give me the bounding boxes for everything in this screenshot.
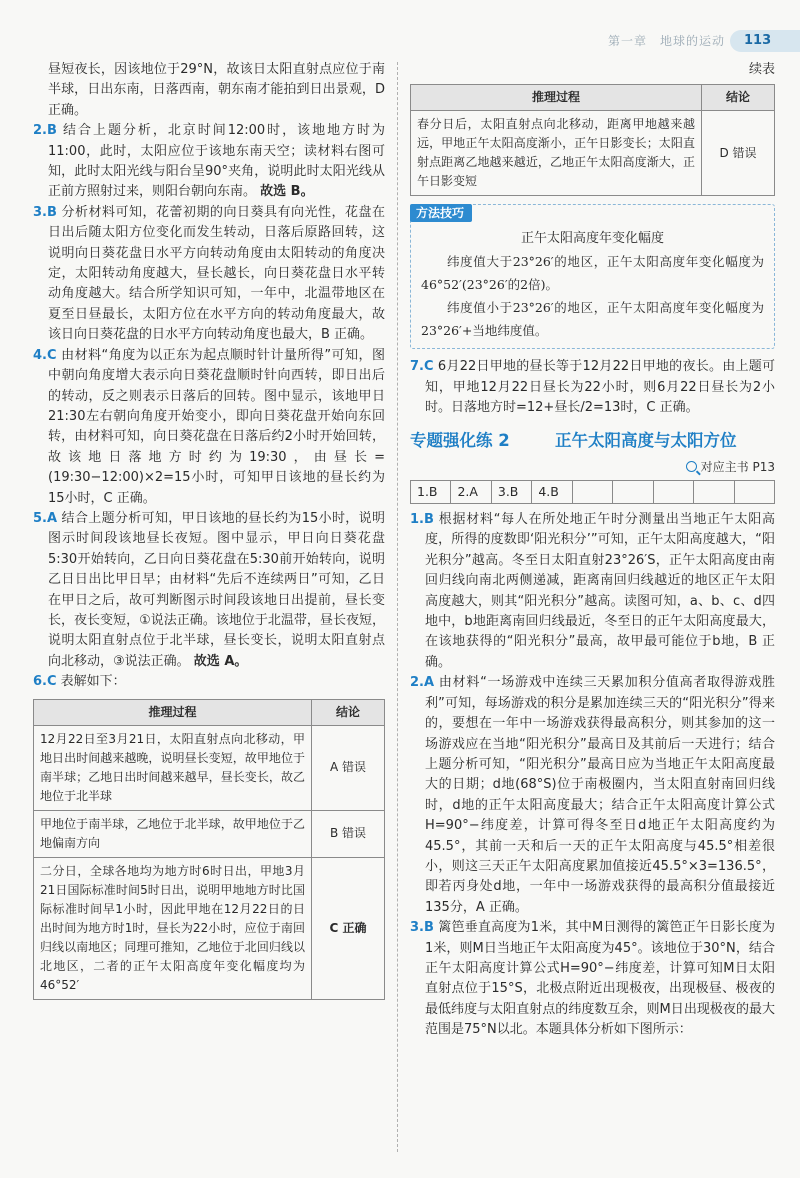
chapter-title: 第一章 地球的运动 xyxy=(607,34,725,48)
answer-conclusion: 故选 A。 xyxy=(193,653,248,669)
reasoning-table xyxy=(33,699,385,1000)
answer-item-3b xyxy=(410,918,775,1040)
answer-number: 6.C xyxy=(33,674,57,690)
answer-key-cell: 2.A xyxy=(451,481,491,503)
table-header-row xyxy=(34,699,385,725)
answer-number: 3.B xyxy=(33,204,57,220)
table-cell: A 错误 xyxy=(312,725,385,810)
answer-text: 结合上题分析，北京时间12:00时，该地地方时为11:00，此时，太阳应位于该地东南天空；读材料右图可知，此时太阳光线与阳台呈90°夹角，说明此时太阳光线从正前方照射过来，则阳台朝向东南。 xyxy=(48,123,385,200)
answer-number: 1.B xyxy=(410,512,434,528)
answer-number: 7.C xyxy=(410,359,434,375)
answer-item-2 xyxy=(33,121,385,203)
table-row xyxy=(34,810,385,857)
answer-item-6 xyxy=(33,672,385,692)
method-tip-title: 正午太阳高度年变化幅度 xyxy=(520,231,664,247)
reasoning-table-continued xyxy=(410,84,775,196)
paragraph: 昼短夜长，因该地位于29°N，故该日太阳直射点应位于南半球，日出东南，日落西南，朝东南才能拍到日出景观，D 正确。 xyxy=(48,62,385,118)
answer-key-cell: 3.B xyxy=(492,481,532,503)
answer-item-5 xyxy=(33,509,385,672)
answer-item-1 xyxy=(410,510,775,673)
answer-text: 根据材料“每人在所处地正午时分测量出当地正午太阳高度，所得的度数即‘阳光积分’”可知，正午太阳高度越大，“阳光积分”越高。冬至日太阳直射23°26′S，正午太阳高度由南回归线向南北两侧递减，距离南回归线越近的地区正午太阳高度越大，则其“阳光积分”越高。读图可知，a、b、c、d四地中，b地距离南回归线最近，冬至日的正午太阳高度最大，在该地获得的“阳光积分”最高，故甲最可能位于b地，B 正确。 xyxy=(425,512,775,670)
page-number: 113 xyxy=(730,30,800,52)
table-cell: 甲地位于南半球，乙地位于北半球，故甲地位于乙地偏南方向 xyxy=(34,810,312,857)
answer-number: 5.A xyxy=(33,510,58,526)
search-icon xyxy=(686,461,697,472)
answer-key-cell xyxy=(694,481,734,503)
section-subtitle: 正午太阳高度与太阳方位 xyxy=(555,430,737,450)
answer-number: 4.C xyxy=(33,347,57,363)
right-column xyxy=(410,60,775,1041)
answer-text: 分析材料可知，花蕾初期的向日葵具有向光性，花盘在日出后随太阳方位变化而发生转动，日落后原路回转，这说明向日葵花盘日水平方向转动角度由太阳转动的角度决定，太阳转动角度越大，昼长越长，向日葵花盘日水平转动角度越大。结合所学知识可知，一年中，北温带地区在夏至日昼最长，太阳方位在水平方向的转动角度最大，故该日向日葵花盘的日水平方向转动角度也最大，B 正确。 xyxy=(48,204,385,343)
answer-conclusion: 故选 B。 xyxy=(260,184,314,200)
table-header: 推理过程 xyxy=(34,699,312,725)
answer-item-2b xyxy=(410,673,775,918)
section-heading xyxy=(410,429,775,455)
table-header-row xyxy=(411,85,775,111)
answer-text: 由材料“角度为以正东为起点顺时针计量所得”可知，图中朝向角度增大表示向日葵花盘顺时针向西转，即日出后的转动，反之则表示日落后的回转。图中显示，该地甲日21:30左右朝向角度开始变小，即向日葵花盘开始向东回转，由材料可知，向日葵花盘在日落后约2小时开始回转，故该地日落地方时约为19:30，由昼长=(19:30−12:00)×2=15小时，可知甲日该地的昼长约为15小时，C 正确。 xyxy=(48,347,385,506)
answer-key-cell xyxy=(654,481,694,503)
column-divider xyxy=(397,62,398,1152)
answer-number: 2.A xyxy=(410,675,435,691)
table-header: 结论 xyxy=(702,85,775,111)
answer-number: 2.B xyxy=(33,123,57,139)
table-cell: D 错误 xyxy=(702,111,775,196)
table-row xyxy=(411,111,775,196)
answer-key-cell: 1.B xyxy=(411,481,451,503)
answer-text: 结合上题分析可知，甲日该地的昼长约为15小时，说明图示时间段该地昼长夜短。图中显示，甲日向日葵花盘5:30开始转向，乙日向日葵花盘在5:30前开始转向，说明乙日日出比甲日早；由材料“先后不连续两日”可知，乙日在甲日之后，故可判断图示时间段该地日出提前，昼长变长，夜长变短，①说法正确。该地位于北温带，昼长夜短，说明太阳直射点位于北半球，昼长变长，说明太阳直射点向北移动，③说法正确。 xyxy=(48,510,385,669)
table-cell: 春分日后，太阳直射点向北移动，距离甲地越来越远，甲地正午太阳高度渐小，正午日影变长；太阳直射点距离乙地越来越近，乙地正午太阳高度渐大，正午日影变短 xyxy=(411,111,702,196)
table-cell: 12月22日至3月21日，太阳直射点向北移动，甲地日出时间越来越晚，说明昼长变短，故甲地位于南半球；乙地日出时间越来越早，昼长变长，故乙地位于北半球 xyxy=(34,725,312,810)
answer-item-4 xyxy=(33,346,385,509)
answer-key-row xyxy=(410,480,775,504)
table-cell: B 错误 xyxy=(312,810,385,857)
answer-item-3 xyxy=(33,203,385,346)
method-tip-badge: 方法技巧 xyxy=(410,204,472,222)
answer-key-cell xyxy=(735,481,774,503)
answer-key-cell: 4.B xyxy=(532,481,572,503)
table-row xyxy=(34,857,385,999)
answer-key-cell xyxy=(573,481,613,503)
table-cell: 二分日，全球各地均为地方时6时日出，甲地3月21日国际标准时间5时日出，说明甲地地方时比国际标准时间早1小时，因此甲地在12月22日的日出时间为地方时1时，昼长为22小时，应位于南回归线以南地区；同理可推知，乙地位于北回归线以北地区，二者的正午太阳高度年变化幅度均为46°52′ xyxy=(34,857,312,999)
method-tip-box xyxy=(410,204,775,349)
table-continued-label: 续表 xyxy=(748,62,775,77)
table-row xyxy=(34,725,385,810)
answer-text: 表解如下： xyxy=(60,674,126,690)
table-header: 推理过程 xyxy=(411,85,702,111)
page-header xyxy=(540,30,800,52)
section-title: 专题强化练 2 xyxy=(410,430,510,450)
table-header: 结论 xyxy=(312,699,385,725)
answer-number: 3.B xyxy=(410,920,434,936)
answer-key-cell xyxy=(613,481,653,503)
left-column xyxy=(33,60,385,1008)
answer-text: 篱笆垂直高度为1米，其中M日测得的篱笆正午日影长度为1米，则M日当地正午太阳高度为45°。该地位于30°N，结合正午太阳高度计算公式H=90°−纬度差，计算可知M日太阳直射点位于15°S，北极点附近出现极夜，出现极昼、极夜的最低纬度与太阳直射点的纬度数互余，则M日出现极夜的最大范围是75°N以北。本题具体分析如下图所示： xyxy=(425,920,775,1038)
answer-item-7 xyxy=(410,357,775,418)
method-tip-line: 纬度值小于23°26′的地区，正午太阳高度年变化幅度为23°26′+当地纬度值。 xyxy=(421,300,764,339)
answer-text: 6月22日甲地的昼长等于12月22日甲地的夜长。由上题可知，甲地12月22日昼长为22小时，则6月22日昼长为2小时。日落地方时=12+昼长/2=13时，C 正确。 xyxy=(425,359,775,416)
table-cell: C 正确 xyxy=(312,857,385,999)
answer-text: 由材料“一场游戏中连续三天累加积分值高者取得游戏胜利”可知，每场游戏的积分是累加连续三天的“阳光积分”得来的，要想在一年中一场游戏获得最高积分，则其参加的这一场游戏应在当地“阳光积分”最高日及其前后一天进行；结合上题分析可知，“阳光积分”最高日应为当地正午太阳高度最大的日期；d地(68°S)位于南极圈内，当太阳直射南回归线时，d地的正午太阳高度最大；结合正午太阳高度计算公式H=90°−纬度差，计算可得冬至日d地正午太阳高度约为45.5°，其前一天和后一天的正午太阳高度与45.5°相差很小，则这三天正午太阳高度累加值接近45.5°×3=136.5°，即若丙身处d地，一年中一场游戏获得的最高积分值最接近135分，A 正确。 xyxy=(425,675,775,915)
method-tip-line: 纬度值大于23°26′的地区，正午太阳高度年变化幅度为46°52′(23°26′的2倍)。 xyxy=(421,254,764,293)
main-book-reference xyxy=(410,457,775,477)
reference-text: 对应主书 P13 xyxy=(700,459,775,474)
